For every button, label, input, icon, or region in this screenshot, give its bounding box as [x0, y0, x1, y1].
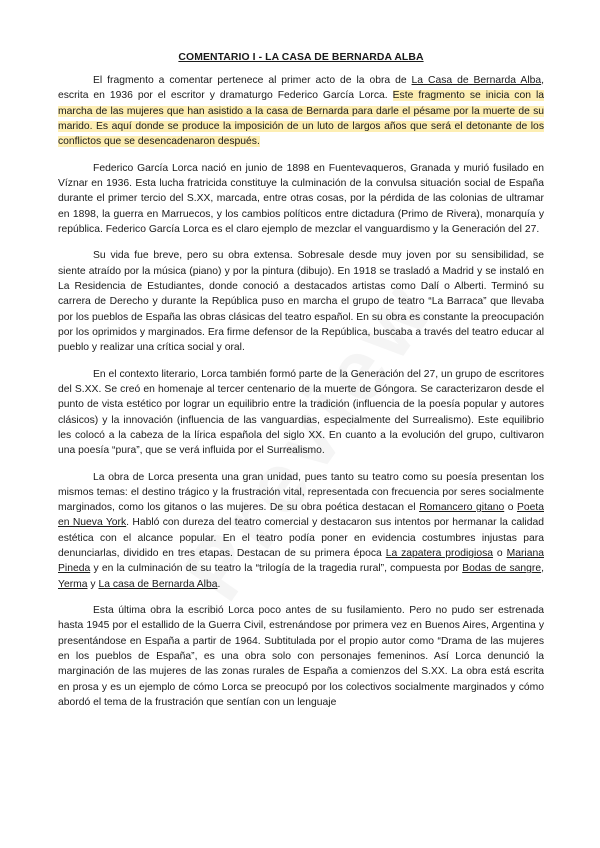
work-title-mariana-pineda: Mariana Pineda	[58, 548, 544, 575]
highlighted-text: Este fragmento se inicia con la marcha de las mujeres que han asistido a la casa de Bernarda para darle el pésame por la muerte de su marido. Es aquí donde se produce la imposición de un luto de largos años que será el detonante de los conflictos que se desencadenaron después.	[58, 90, 544, 148]
paragraph-works	[58, 470, 544, 592]
work-title-yerma: Yerma	[58, 578, 88, 590]
document-page	[58, 52, 544, 721]
p5-text-d: o	[493, 548, 507, 560]
p5-text-c: . Habló con dureza del teatro comercial y destacaron sus intentos por hermanar la calidad estética con el alcance popular. En el teatro podía poner en evidencia costumbres injustas para denunciarlas, dividido en tres etapas. Destacan de su primera época	[58, 517, 544, 560]
p1-text-b: , escrita en 1936 por el escritor y dramaturgo Federico García Lorca.	[58, 75, 545, 102]
p5-text-b: o	[504, 502, 517, 514]
work-title-la-zapatera-prodigiosa: La zapatera prodigiosa	[385, 548, 494, 560]
p5-text-h: .	[217, 578, 221, 590]
paragraph-introduction	[58, 73, 544, 149]
p5-text-e: y en la culminación de su teatro la “trilogía de la tragedia rural”, compuesta por	[90, 563, 463, 575]
document-title: COMENTARIO I - LA CASA DE BERNARDA ALBA	[178, 52, 424, 63]
p5-text-g: y	[87, 578, 99, 590]
paragraph-play: Esta última obra la escribió Lorca poco antes de su fusilamiento. Pero no pudo ser estrenada hasta 1945 por el estallido de la Guerra Civil, estrenándose por primera vez en Buenos Aires, Argentina y presentándose en España a partir de 1964. Subtitulada por el propio autor como “Drama de las mujeres en los pueblos de España”, es una obra solo con personajes femeninos. Así Lorca denunció la marginación de las mujeres de las zonas rurales de España a comienzos del S.XX. La obra está escrita en prosa y es un ejemplo de cómo Lorca se preocupó por los colectivos socialmente marginados y cómo abordó el tema de la frustración que sentían con un lenguaje	[58, 605, 544, 708]
work-title-la-casa-de-bernarda-alba: La Casa de Bernarda Alba	[411, 75, 542, 86]
work-title-poeta-en-nueva-york: Poeta en Nueva York	[58, 502, 544, 529]
p1-text-a: El fragmento a comentar pertenece al primer acto de la obra de	[93, 75, 412, 86]
paragraph-literary-context: En el contexto literario, Lorca también formó parte de la Generación del 27, un grupo de escritores del S.XX. Se creó en homenaje al tercer centenario de la muerte de Góngora. Se caracterizaron desde el punto de vista estético por lograr un equilibrio entre la tradición (influencia de la poesía popular y autores clásicos) y la innovación (influencia de las vanguardias, especialmente del Surrealismo). Este equilibrio les colocó a la cabeza de la lírica española del siglo XX. En cuanto a la evolución del grupo, cultivaron una poesía “pura”, que se verá influida por el Surrealismo.	[58, 368, 544, 457]
work-title-la-casa-de-bernarda-alba-2: La casa de Bernarda Alba	[98, 578, 218, 590]
paragraph-life: Su vida fue breve, pero su obra extensa. Sobresale desde muy joven por su sensibilidad, se siente atraído por la música (piano) y por la pintura (dibujo). En 1918 se trasladó a Madrid y se instaló en La Residencia de Estudiantes, donde conoció a destacados artistas como Dalí o Alberti. Terminó su carrera de Derecho y durante la República puso en marcha el grupo de teatro “La Barraca” que llevaba por los pueblos de España las obras clásicas del teatro español. En su obra es constante la preocupación por los oprimidos y marginados. Era firme defensor de la República, buscaba a través del teatro educar al pueblo y realizar una crítica social y oral.	[58, 250, 544, 354]
work-title-bodas-de-sangre: Bodas de sangre	[462, 563, 542, 575]
work-title-romancero-gitano: Romancero gitano	[419, 502, 505, 514]
p5-text-a: La obra de Lorca presenta una gran unidad, pues tanto su teatro como su poesía presentan los mismos temas: el destino trágico y la frustración vital, representada con frecuencia por seres socialmente marginados, como los gitanos o las mujeres. De su obra poética destacan el	[58, 471, 544, 514]
paragraph-biography: Federico García Lorca nació en junio de 1898 en Fuentevaqueros, Granada y murió fusilado en Víznar en 1936. Esta lucha fratricida constituye la culminación de la convulsa situación social de España durante el primer tercio del S.XX, marcada, entre otras cosas, por la pérdida de las colonias de ultramar en 1898, la guerra en Marruecos, y los cambios políticos entre dictadura (Primo de Rivera), monarquía y república. Federico García Lorca es el claro ejemplo de mezclar el vanguardismo y la Generación del 27.	[58, 162, 544, 235]
p5-text-f: ,	[541, 563, 544, 575]
